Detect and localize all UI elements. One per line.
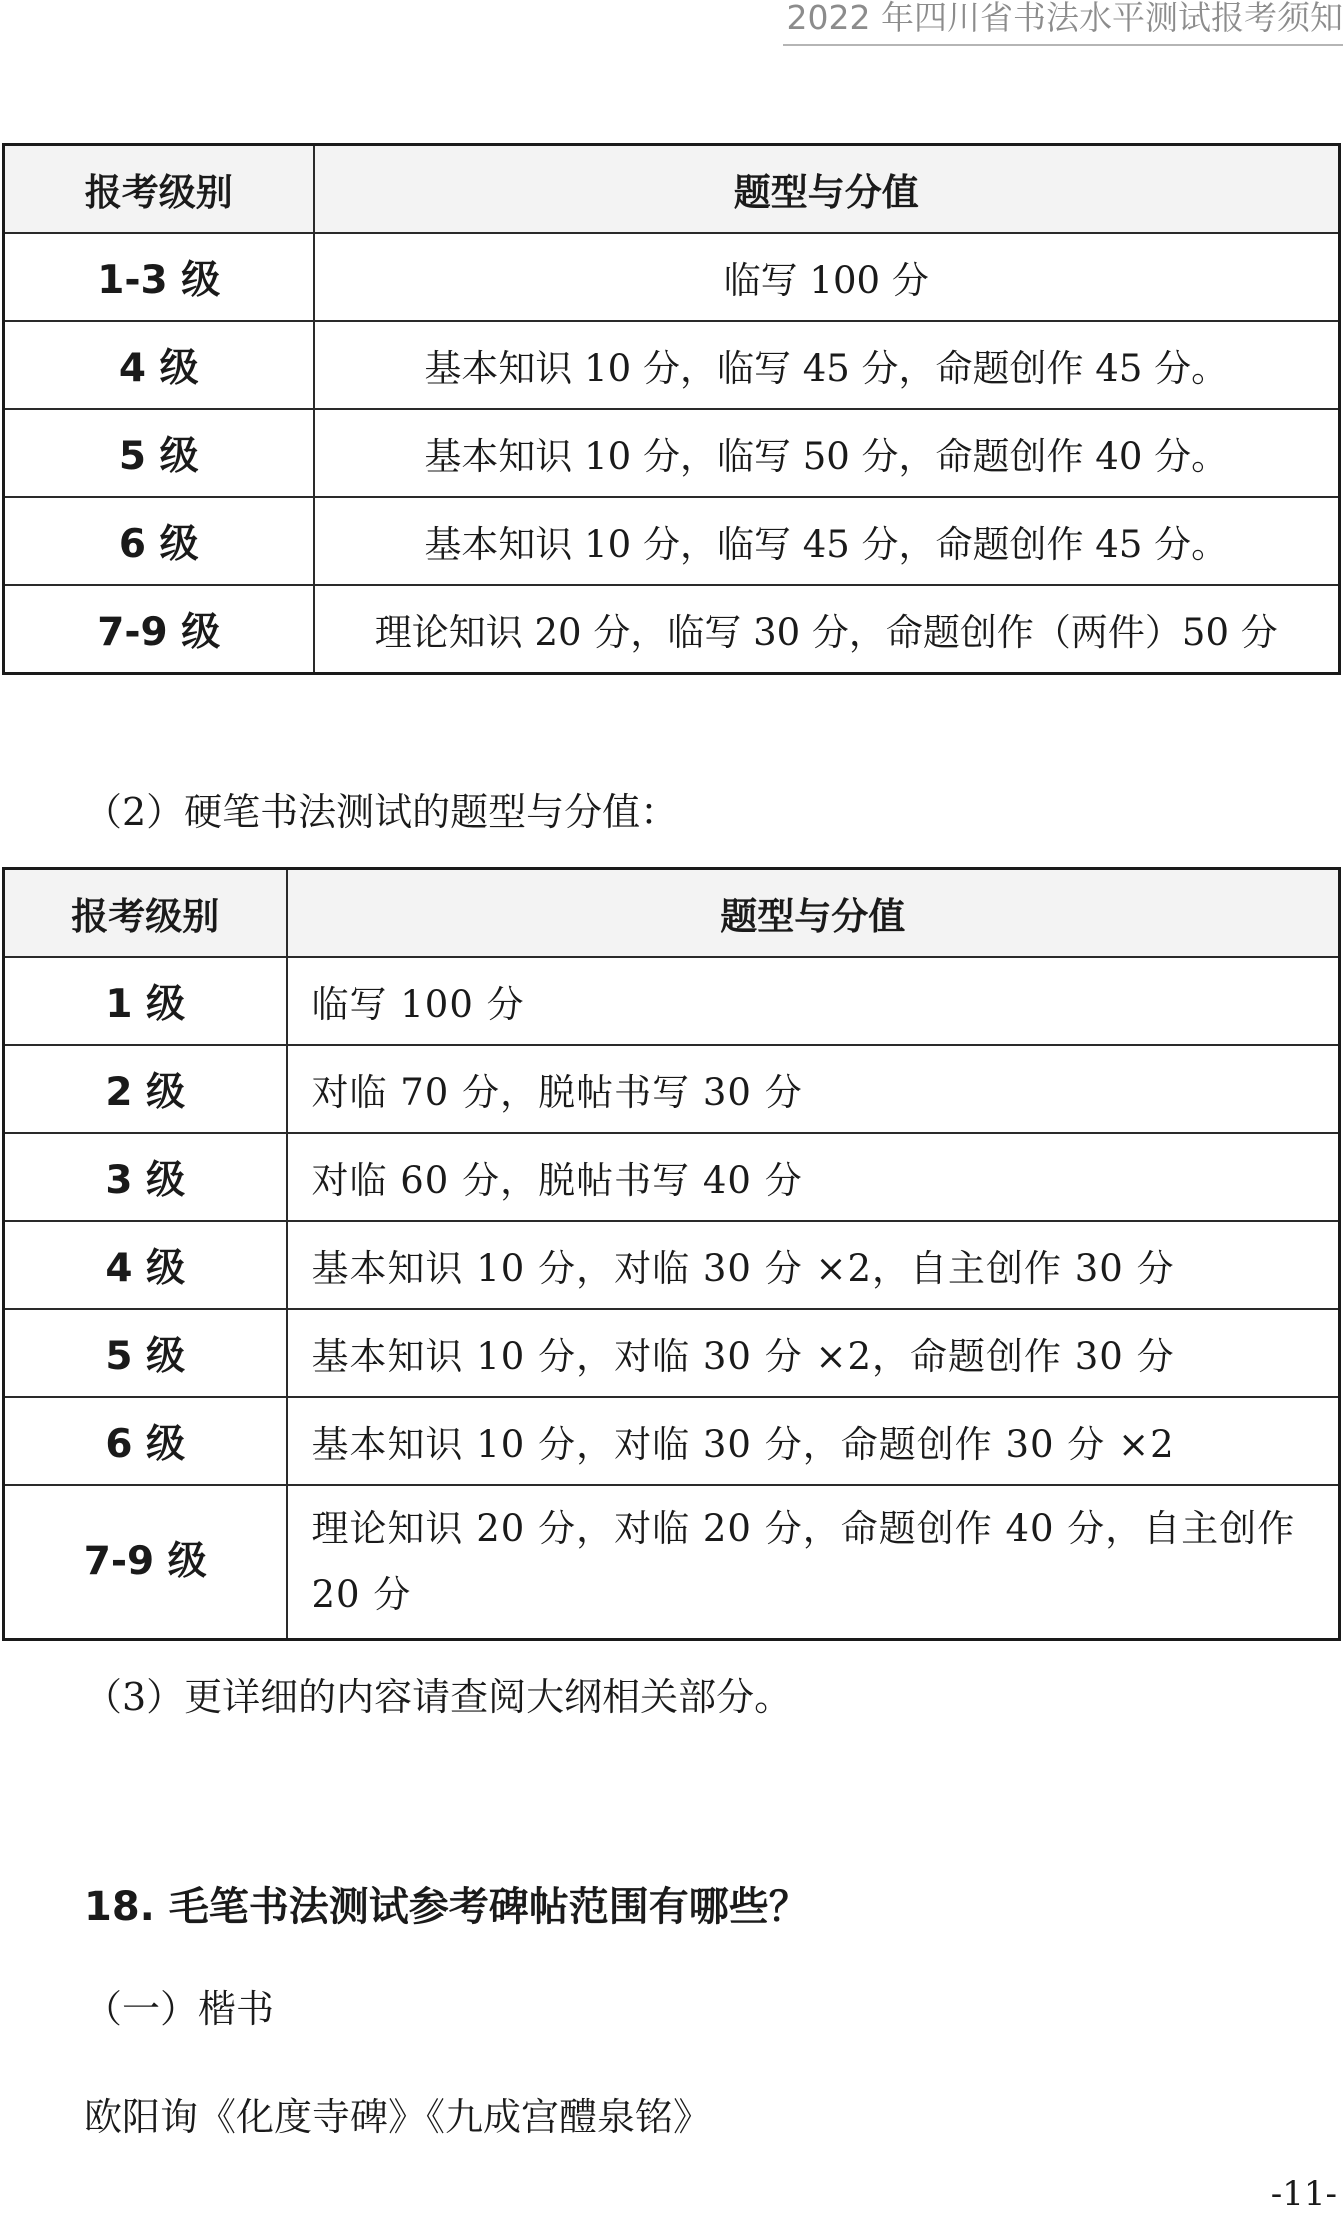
level-cell: 1 级 <box>4 957 287 1045</box>
table-row <box>4 409 1340 497</box>
table-row <box>4 1221 1340 1309</box>
level-cell: 6 级 <box>4 1397 287 1485</box>
sub-heading-kaishu: （一）楷书 <box>84 1987 275 2031</box>
table-row <box>4 1397 1340 1485</box>
table-row <box>4 1485 1340 1640</box>
level-cell: 5 级 <box>4 1309 287 1397</box>
content-cell: 对临 70 分，脱帖书写 30 分 <box>287 1045 1340 1133</box>
column-header-content: 题型与分值 <box>287 869 1340 958</box>
reference-line: 欧阳询《化度寺碑》《九成宫醴泉铭》 <box>84 2095 712 2139</box>
level-cell: 1-3 级 <box>4 233 314 321</box>
table-row <box>4 1133 1340 1221</box>
content-cell: 临写 100 分 <box>314 233 1340 321</box>
page-header: 2022 年四川省书法水平测试报考须知 <box>783 0 1343 46</box>
table-row <box>4 1309 1340 1397</box>
column-header-content: 题型与分值 <box>314 145 1340 234</box>
section-3-note: （3）更详细的内容请查阅大纲相关部分。 <box>84 1675 793 1719</box>
content-cell: 理论知识 20 分，临写 30 分，命题创作（两件）50 分 <box>314 585 1340 674</box>
section-2-label: （2）硬笔书法测试的题型与分值： <box>84 790 679 834</box>
table-header-row <box>4 145 1340 234</box>
table-row <box>4 585 1340 674</box>
content-cell: 基本知识 10 分，对临 30 分，命题创作 30 分 ×2 <box>287 1397 1340 1485</box>
hard-pen-score-table <box>2 867 1341 1641</box>
content-cell: 基本知识 10 分，临写 45 分，命题创作 45 分。 <box>314 321 1340 409</box>
level-cell: 2 级 <box>4 1045 287 1133</box>
table-header-row <box>4 869 1340 958</box>
brush-calligraphy-score-table <box>2 143 1341 675</box>
level-cell: 6 级 <box>4 497 314 585</box>
level-cell: 7-9 级 <box>4 1485 287 1640</box>
content-cell: 临写 100 分 <box>287 957 1340 1045</box>
table-row <box>4 321 1340 409</box>
column-header-level: 报考级别 <box>4 869 287 958</box>
level-cell: 7-9 级 <box>4 585 314 674</box>
column-header-level: 报考级别 <box>4 145 314 234</box>
content-cell: 理论知识 20 分，对临 20 分，命题创作 40 分，自主创作 20 分 <box>287 1485 1340 1640</box>
table-row <box>4 957 1340 1045</box>
content-cell: 基本知识 10 分，对临 30 分 ×2，自主创作 30 分 <box>287 1221 1340 1309</box>
table-row <box>4 233 1340 321</box>
content-cell: 基本知识 10 分，临写 45 分，命题创作 45 分。 <box>314 497 1340 585</box>
content-cell: 基本知识 10 分，对临 30 分 ×2，命题创作 30 分 <box>287 1309 1340 1397</box>
page-number: -11- <box>1270 2174 1337 2214</box>
level-cell: 4 级 <box>4 1221 287 1309</box>
level-cell: 5 级 <box>4 409 314 497</box>
level-cell: 4 级 <box>4 321 314 409</box>
question-18-heading: 18. 毛笔书法测试参考碑帖范围有哪些？ <box>84 1884 809 1930</box>
content-cell: 对临 60 分，脱帖书写 40 分 <box>287 1133 1340 1221</box>
level-cell: 3 级 <box>4 1133 287 1221</box>
table-row <box>4 497 1340 585</box>
content-cell: 基本知识 10 分，临写 50 分，命题创作 40 分。 <box>314 409 1340 497</box>
table-row <box>4 1045 1340 1133</box>
